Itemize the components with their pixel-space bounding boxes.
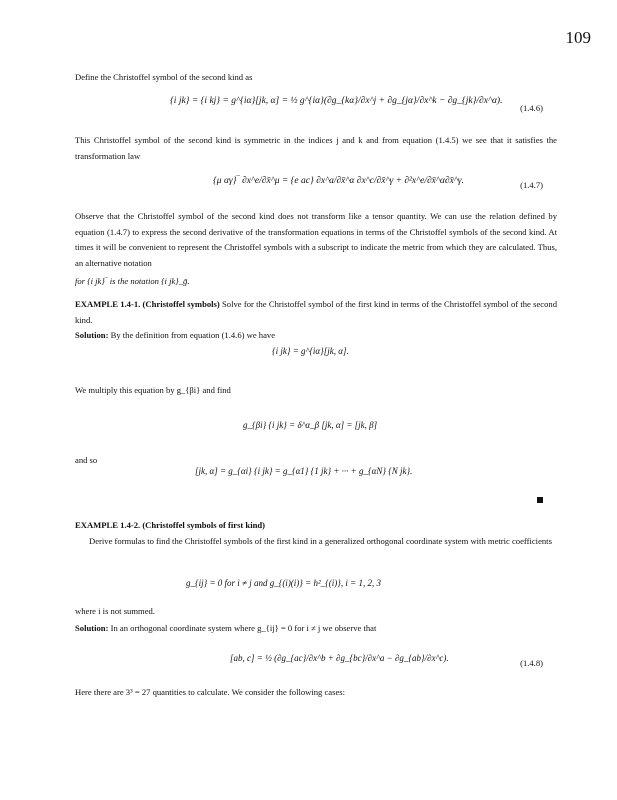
solution-3-equation: [jk, α] = g_{αi} {i jk} = g_{α1} {1 jk} + ··· + g_{αN} {N jk}.: [195, 466, 413, 476]
equation-1-4-7: {μ αγ}‾ ∂x^e/∂x̄^μ = {e ac} ∂x^a/∂x̄^α ∂x^c/∂x̄^γ + ∂²x^e/∂x̄^α∂x̄^γ.: [213, 176, 464, 186]
solution-2-text: In an orthogonal coordinate system where g_{ij} = 0 for i ≠ j we observe that: [110, 623, 377, 633]
equation-1-4-6: {i jk} = {i kj} = g^{iα}[jk, α] = ½ g^{iα}(∂g_{kα}/∂x^j + ∂g_{jα}/∂x^k − ∂g_{jk}/∂x^α).: [170, 96, 503, 106]
example-1-4-1: [75, 297, 557, 328]
solution-2-equation: g_{βi} {i jk} = δ^α_β [jk, α] = [jk, β]: [243, 420, 378, 430]
cases-paragraph: Here there are 3³ = 27 quantities to calculate. We consider the following cases:: [75, 687, 346, 697]
symmetry-paragraph: This Christoffel symbol of the second kind is symmetric in the indices j and k and from equation (1.4.5) we see that it satisfies the transformation law: [75, 135, 557, 161]
notation-line: for {i jk}‾ is the notation {i jk}_ḡ.: [75, 276, 190, 286]
metric-coefficients-equation: g_{ij} = 0 for i ≠ j and g_{(i)(i)} = h²_{(i)}, i = 1, 2, 3: [186, 578, 381, 588]
equation-number-1-4-6: (1.4.6): [520, 103, 543, 113]
example-1-4-2-text: Derive formulas to find the Christoffel symbols of the first kind in a generalized orthogonal coordinate system with metric coefficients: [89, 536, 552, 546]
solution-label: Solution:: [75, 330, 109, 340]
example-1-4-1-text: Solve for the Christoffel symbol of the first kind in terms of the Christoffel symbol of the second kind.: [75, 299, 557, 325]
equation-1-4-8: [ab, c] = ½ (∂g_{ac}/∂x^b + ∂g_{bc}/∂x^a − ∂g_{ab}/∂x^c).: [230, 653, 449, 663]
solution-1-equation: {i jk} = g^{iα}[jk, α].: [272, 346, 349, 356]
solution-1-text: By the definition from equation (1.4.6) we have: [110, 330, 276, 340]
equation-number-1-4-8: (1.4.8): [520, 658, 543, 668]
solution-2: [75, 621, 557, 637]
equation-number-1-4-7: (1.4.7): [520, 180, 543, 190]
observation-paragraph: Observe that the Christoffel symbol of the second kind does not transform like a tensor quantity. We can use the relation defined by equation (1.4.7) to express the second derivative of the transformation equations in terms of the Christoffel symbols of the second kind. At times it will be convenient to represent the Christoffel symbols with a subscript to indicate the metric from which they are calculated. Thus, an alternative notation: [75, 211, 557, 268]
end-of-proof-square: [537, 497, 543, 503]
multiply-line: We multiply this equation by g_{βi} and find: [75, 385, 231, 395]
not-summed-line: where i is not summed.: [75, 606, 155, 616]
and-so-label: and so: [75, 455, 98, 465]
solution-1: [75, 328, 557, 344]
example-1-4-1-title: EXAMPLE 1.4-1. (Christoffel symbols): [75, 299, 220, 309]
intro-paragraph: Define the Christoffel symbol of the second kind as: [75, 72, 253, 82]
solution-label-2: Solution:: [75, 623, 109, 633]
example-1-4-2-title: EXAMPLE 1.4-2. (Christoffel symbols of first kind): [75, 520, 266, 530]
page-number: 109: [565, 28, 591, 47]
